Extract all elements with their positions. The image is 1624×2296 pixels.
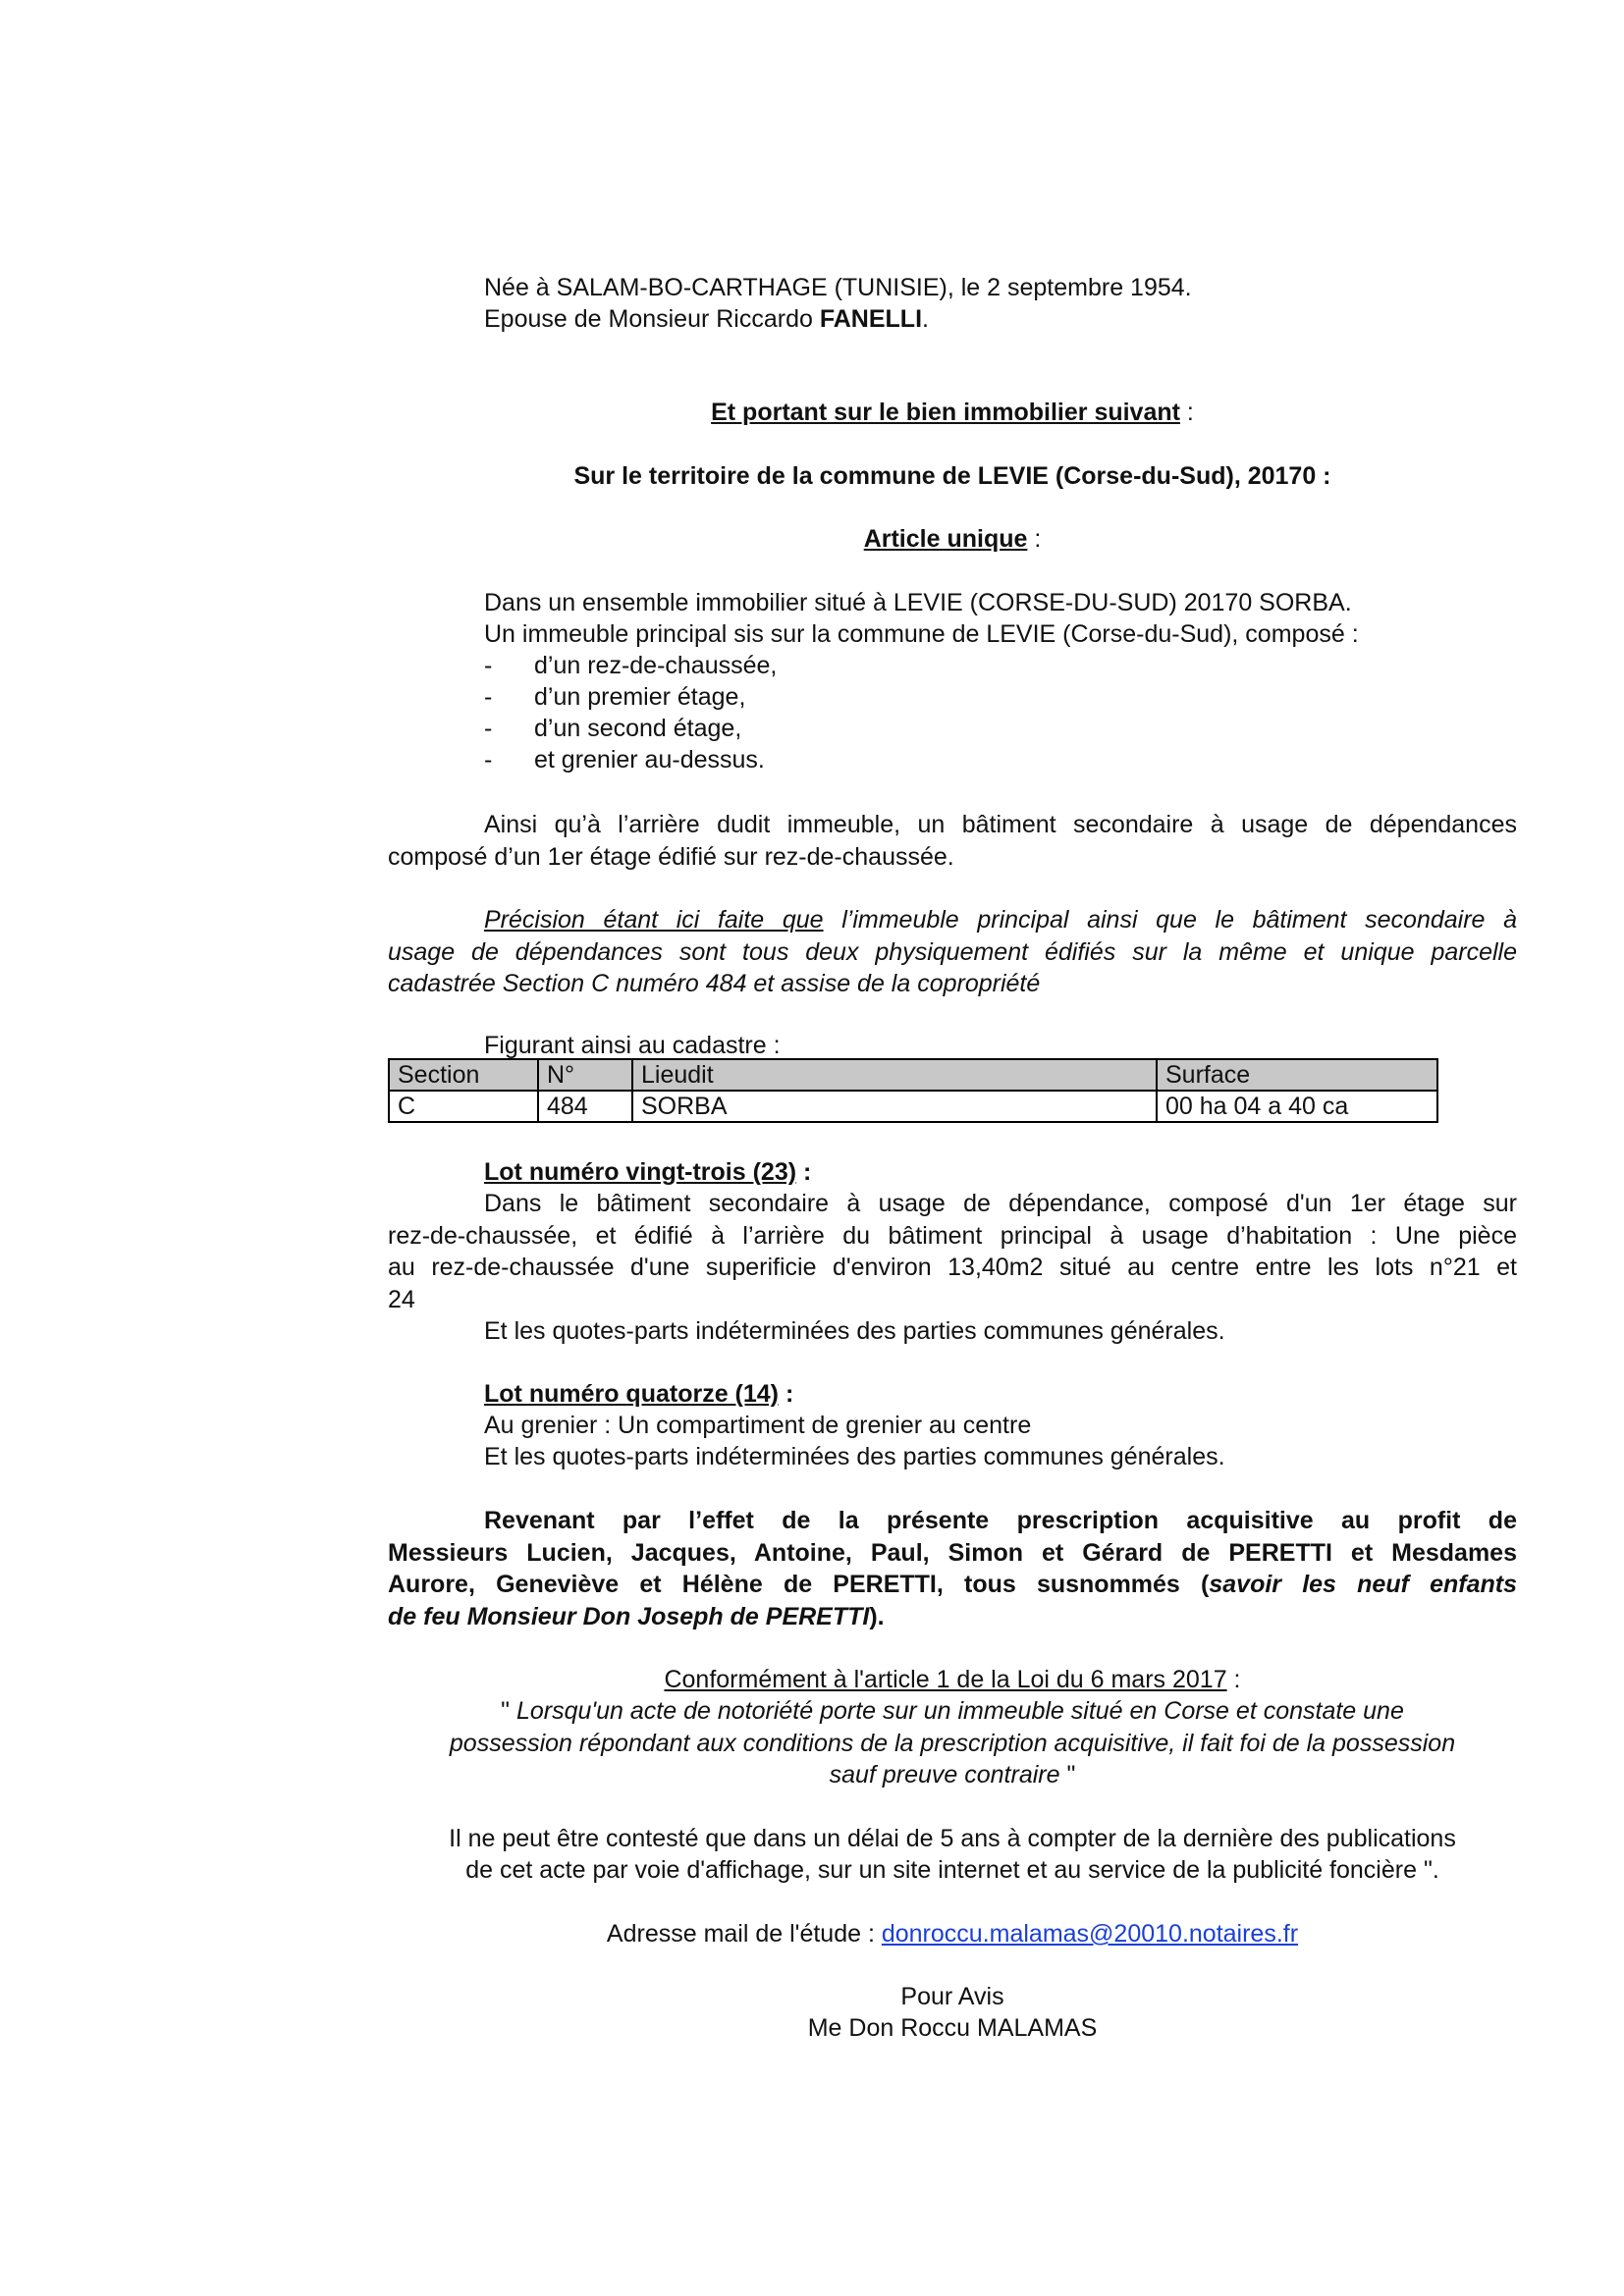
- revenant-line-4-a: de feu Monsieur Don Joseph de PERETTI: [388, 1602, 870, 1630]
- revenant-line-3-b: savoir les neuf enfants: [1209, 1571, 1517, 1598]
- lot23-line-1: Dans le bâtiment secondaire à usage de dépendance, composé d'un 1er étage sur: [484, 1190, 1517, 1217]
- list-item: et grenier au-dessus.: [534, 746, 765, 774]
- lot14-title: [484, 1378, 793, 1410]
- signature-line-2: Me Don Roccu MALAMAS: [807, 2014, 1098, 2042]
- list-item: d’un premier étage,: [534, 683, 746, 711]
- lot23-quotes: Et les quotes-parts indéterminées des parties communes générales.: [484, 1317, 1225, 1345]
- revenant-line-2: Messieurs Lucien, Jacques, Antoine, Paul, Simon et Gérard de PERETTI et Mesdames: [388, 1538, 1517, 1567]
- lot23-title: [484, 1156, 811, 1188]
- law-quote-line-2: possession répondant aux conditions de la prescription acquisitive, il fait foi de la possession: [449, 1730, 1456, 1757]
- article-title: Article unique: [863, 525, 1028, 553]
- table-cell: C: [389, 1091, 538, 1122]
- lot23-line-2: rez-de-chaussée, et édifié à l’arrière du bâtiment principal à usage d’habitation : Une pièce: [388, 1221, 1517, 1250]
- territory-line: Sur le territoire de la commune de LEVIE (Corse-du-Sud), 20170 :: [573, 462, 1331, 490]
- secondary-paragraph: [388, 809, 1517, 873]
- revenant-line-4-b: ).: [869, 1602, 885, 1630]
- header-cell: Lieudit: [632, 1059, 1157, 1091]
- table-cell: 484: [538, 1091, 632, 1122]
- list-dash: -: [484, 652, 493, 679]
- secondary-line-2: composé d’un 1er étage édifié sur rez-de-chaussée.: [388, 842, 954, 871]
- precision-line-1-rest: l’immeuble principal ainsi que le bâtiment secondaire à: [823, 906, 1517, 934]
- header-cell: Section: [389, 1059, 538, 1091]
- revenant-line-3-a: Aurore, Geneviève et Hélène de PERETTI, tous susnommés (: [388, 1571, 1210, 1598]
- list-dash: -: [484, 746, 493, 774]
- property-heading: [388, 397, 1517, 428]
- lot23-line-3: au rez-de-chaussée d'une superificie d'environ 13,40m2 situé au centre entre les lots n°21 et: [388, 1254, 1517, 1281]
- quote-text-3: sauf preuve contraire: [829, 1761, 1067, 1789]
- law-quote-line-3: [388, 1759, 1517, 1790]
- signature-line-1: Pour Avis: [900, 1983, 1004, 2010]
- contest-line-1: Il ne peut être contesté que dans un délai de 5 ans à compter de la dernière des publications: [449, 1825, 1456, 1852]
- property-heading-suffix: :: [1179, 399, 1194, 426]
- precision-line-3: cadastrée Section C numéro 484 et assise de la copropriété: [388, 970, 1041, 997]
- spouse-line: [484, 303, 929, 335]
- email-link[interactable]: donroccu.malamas@20010.notaires.fr: [881, 1920, 1299, 1948]
- intro-line-1: Dans un ensemble immobilier situé à LEVIE (CORSE-DU-SUD) 20170 SORBA.: [484, 589, 1352, 616]
- header-cell: N°: [538, 1059, 632, 1091]
- law-quote-line-1: [388, 1695, 1517, 1727]
- spouse-name: FANELLI: [819, 305, 923, 333]
- quote-text-1: Lorsqu'un acte de notoriété porte sur un immeuble situé en Corse et constate une: [515, 1697, 1404, 1725]
- lot14-quotes: Et les quotes-parts indéterminées des parties communes générales.: [484, 1443, 1225, 1470]
- revenant-line-4: [388, 1601, 1517, 1633]
- secondary-line-1: Ainsi qu’à l’arrière dudit immeuble, un bâtiment secondaire à usage de dépendances: [484, 811, 1517, 838]
- intro-line-2: Un immeuble principal sis sur la commune de LEVIE (Corse-du-Sud), composé :: [484, 620, 1359, 648]
- precision-line-2: usage de dépendances sont tous deux physiquement édifiés sur la même et unique parcelle: [388, 937, 1517, 966]
- contact-line: [388, 1918, 1517, 1949]
- revenant-line-1: Revenant par l’effet de la présente prescription acquisitive au profit de: [484, 1507, 1517, 1534]
- spouse-suffix: .: [922, 305, 929, 333]
- table-header-row: [389, 1059, 1437, 1091]
- revenant-paragraph: [388, 1505, 1517, 1632]
- contest-line-2: de cet acte par voie d'affichage, sur un site internet et au service de la publicité foncière ".: [465, 1856, 1439, 1884]
- table-row: [389, 1091, 1437, 1122]
- spouse-prefix: Epouse de Monsieur Riccardo: [484, 305, 820, 333]
- header-cell: Surface: [1157, 1059, 1437, 1091]
- precision-underlined: Précision étant ici faite que: [484, 906, 824, 934]
- lot23-title-text: Lot numéro vingt-trois (23): [484, 1158, 797, 1186]
- list-dash: -: [484, 715, 493, 742]
- lot23-title-suffix: :: [796, 1158, 812, 1186]
- list-dash: -: [484, 683, 493, 711]
- contact-label: Adresse mail de l'étude :: [606, 1920, 882, 1948]
- precision-paragraph: [388, 904, 1517, 1000]
- table-cell: 00 ha 04 a 40 ca: [1157, 1091, 1437, 1122]
- law-heading-text: Conformément à l'article 1 de la Loi du 6 mars 2017: [664, 1666, 1227, 1693]
- lot23-line-4: 24: [388, 1285, 415, 1313]
- law-heading-suffix: :: [1226, 1666, 1241, 1693]
- article-suffix: :: [1027, 525, 1042, 553]
- lot23-paragraph: [388, 1188, 1517, 1315]
- list-item: d’un rez-de-chaussée,: [534, 652, 778, 679]
- cadastre-intro: Figurant ainsi au cadastre :: [484, 1032, 781, 1059]
- property-heading-text: Et portant sur le bien immobilier suivant: [711, 399, 1180, 426]
- birth-line: Née à SALAM-BO-CARTHAGE (TUNISIE), le 2 septembre 1954.: [484, 274, 1192, 301]
- law-heading: [388, 1664, 1517, 1695]
- revenant-line-3: [388, 1569, 1517, 1601]
- lot14-title-suffix: :: [779, 1380, 794, 1408]
- table-cell: SORBA: [632, 1091, 1157, 1122]
- article-heading: [388, 523, 1517, 555]
- cadastre-table: [388, 1058, 1438, 1123]
- quote-open: ": [501, 1697, 516, 1725]
- lot14-line-1: Au grenier : Un compartiment de grenier au centre: [484, 1412, 1032, 1439]
- quote-close: ": [1066, 1761, 1076, 1789]
- list-item: d’un second étage,: [534, 715, 742, 742]
- lot14-title-text: Lot numéro quatorze (14): [484, 1380, 780, 1408]
- precision-line-1: [388, 904, 1517, 936]
